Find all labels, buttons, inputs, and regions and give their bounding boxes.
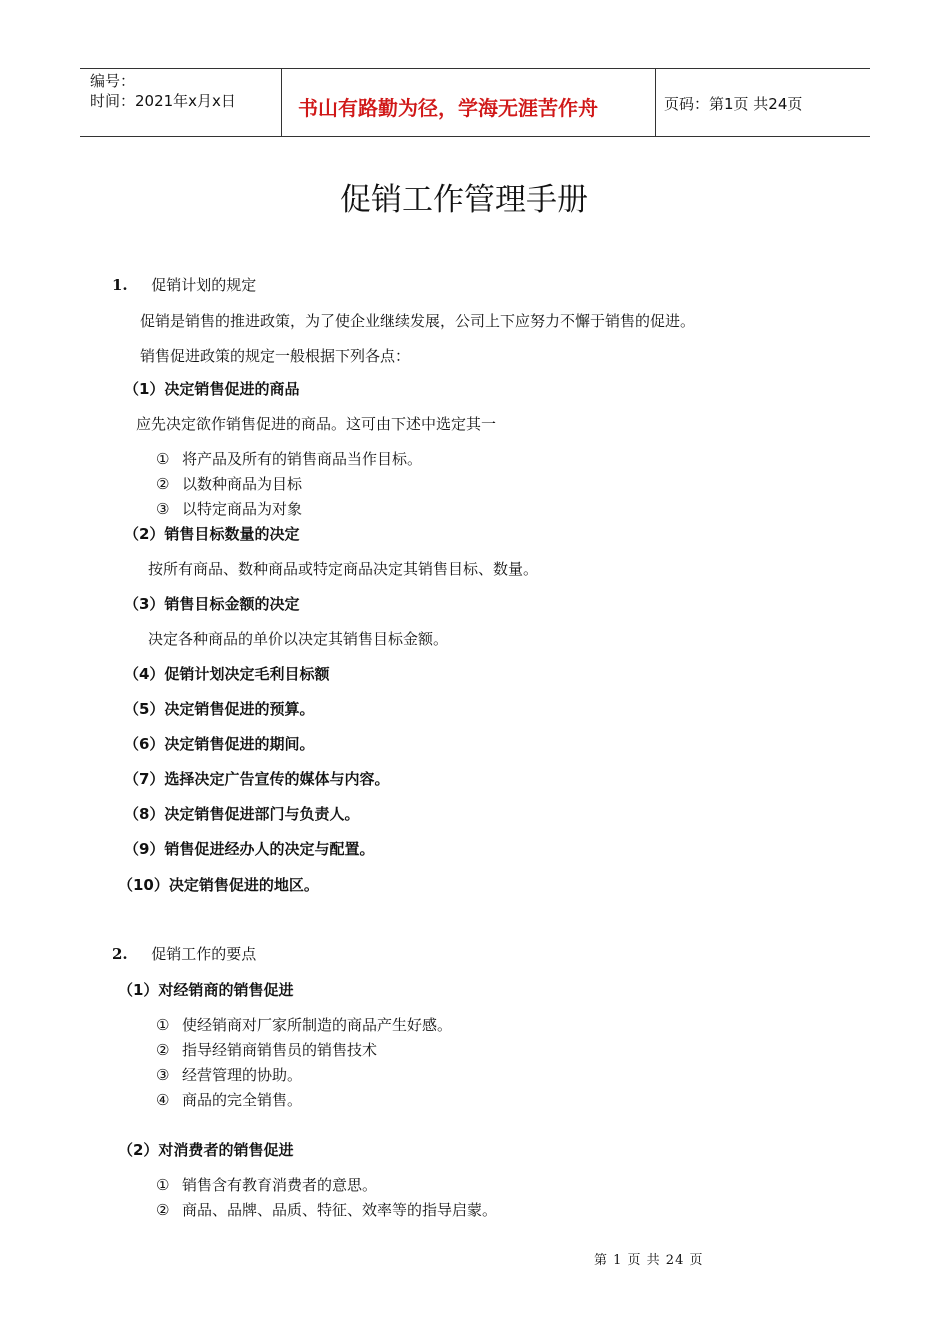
list-item: ③ 以特定商品为对象: [156, 500, 303, 518]
section2-title: 促销工作的要点: [151, 945, 257, 963]
section1-number: 1.: [112, 276, 128, 294]
section1-sub9: （9）销售促进经办人的决定与配置。: [124, 840, 375, 858]
header-motto: 书山有路勤为径，学海无涯苦作舟: [298, 96, 598, 120]
section1-sub2-text: 按所有商品、数种商品或特定商品决定其销售目标、数量。: [148, 560, 539, 578]
section1-para1: 促销是销售的推进政策，为了使企业继续发展，公司上下应努力不懈于销售的促进。: [140, 312, 696, 330]
section2-number: 2.: [112, 945, 128, 963]
section1-sub1: （1）决定销售促进的商品: [124, 380, 300, 398]
list-item: ① 销售含有教育消费者的意思。: [156, 1176, 378, 1194]
section1-sub6: （6）决定销售促进的期间。: [124, 735, 315, 753]
list-item: ① 将产品及所有的销售商品当作目标。: [156, 450, 423, 468]
page-footer: 第 1 页 共 24 页: [594, 1253, 704, 1268]
list-item: ② 以数种商品为目标: [156, 475, 303, 493]
section1-para2: 销售促进政策的规定一般根据下列各点：: [140, 347, 411, 365]
section1-title: 促销计划的规定: [151, 276, 257, 294]
section2-heading: [112, 943, 256, 964]
section1-sub10: （10）决定销售促进的地区。: [118, 876, 319, 894]
section1-sub7: （7）选择决定广告宣传的媒体与内容。: [124, 770, 390, 788]
header-bottom-rule: [80, 136, 870, 137]
list-item: ② 指导经销商销售员的销售技术: [156, 1041, 378, 1059]
section1-sub3-text: 决定各种商品的单价以决定其销售目标金额。: [148, 630, 449, 648]
section1-sub3: （3）销售目标金额的决定: [124, 595, 300, 613]
header-page-info: 页码：第1页 共24页: [664, 95, 803, 113]
list-item: ④ 商品的完全销售。: [156, 1091, 303, 1109]
page-title: 促销工作管理手册: [340, 182, 588, 218]
section1-sub4: （4）促销计划决定毛利目标额: [124, 665, 330, 683]
header-time-label: 时间：2021年x月x日: [90, 92, 236, 110]
section1-heading: [112, 274, 256, 295]
section1-sub1-text: 应先决定欲作销售促进的商品。这可由下述中选定其一: [136, 415, 497, 433]
list-item: ③ 经营管理的协助。: [156, 1066, 303, 1084]
section1-sub2: （2）销售目标数量的决定: [124, 525, 300, 543]
section2-sub1: （1）对经销商的销售促进: [118, 981, 294, 999]
section2-sub2: （2）对消费者的销售促进: [118, 1141, 294, 1159]
section1-sub5: （5）决定销售促进的预算。: [124, 700, 315, 718]
header-divider-left: [281, 68, 282, 136]
header-code-label: 编号：: [90, 72, 136, 90]
list-item: ① 使经销商对厂家所制造的商品产生好感。: [156, 1016, 453, 1034]
header-top-rule: [80, 68, 870, 69]
list-item: ② 商品、品牌、品质、特征、效率等的指导启蒙。: [156, 1201, 498, 1219]
header-divider-right: [655, 68, 656, 136]
section1-sub8: （8）决定销售促进部门与负责人。: [124, 805, 360, 823]
